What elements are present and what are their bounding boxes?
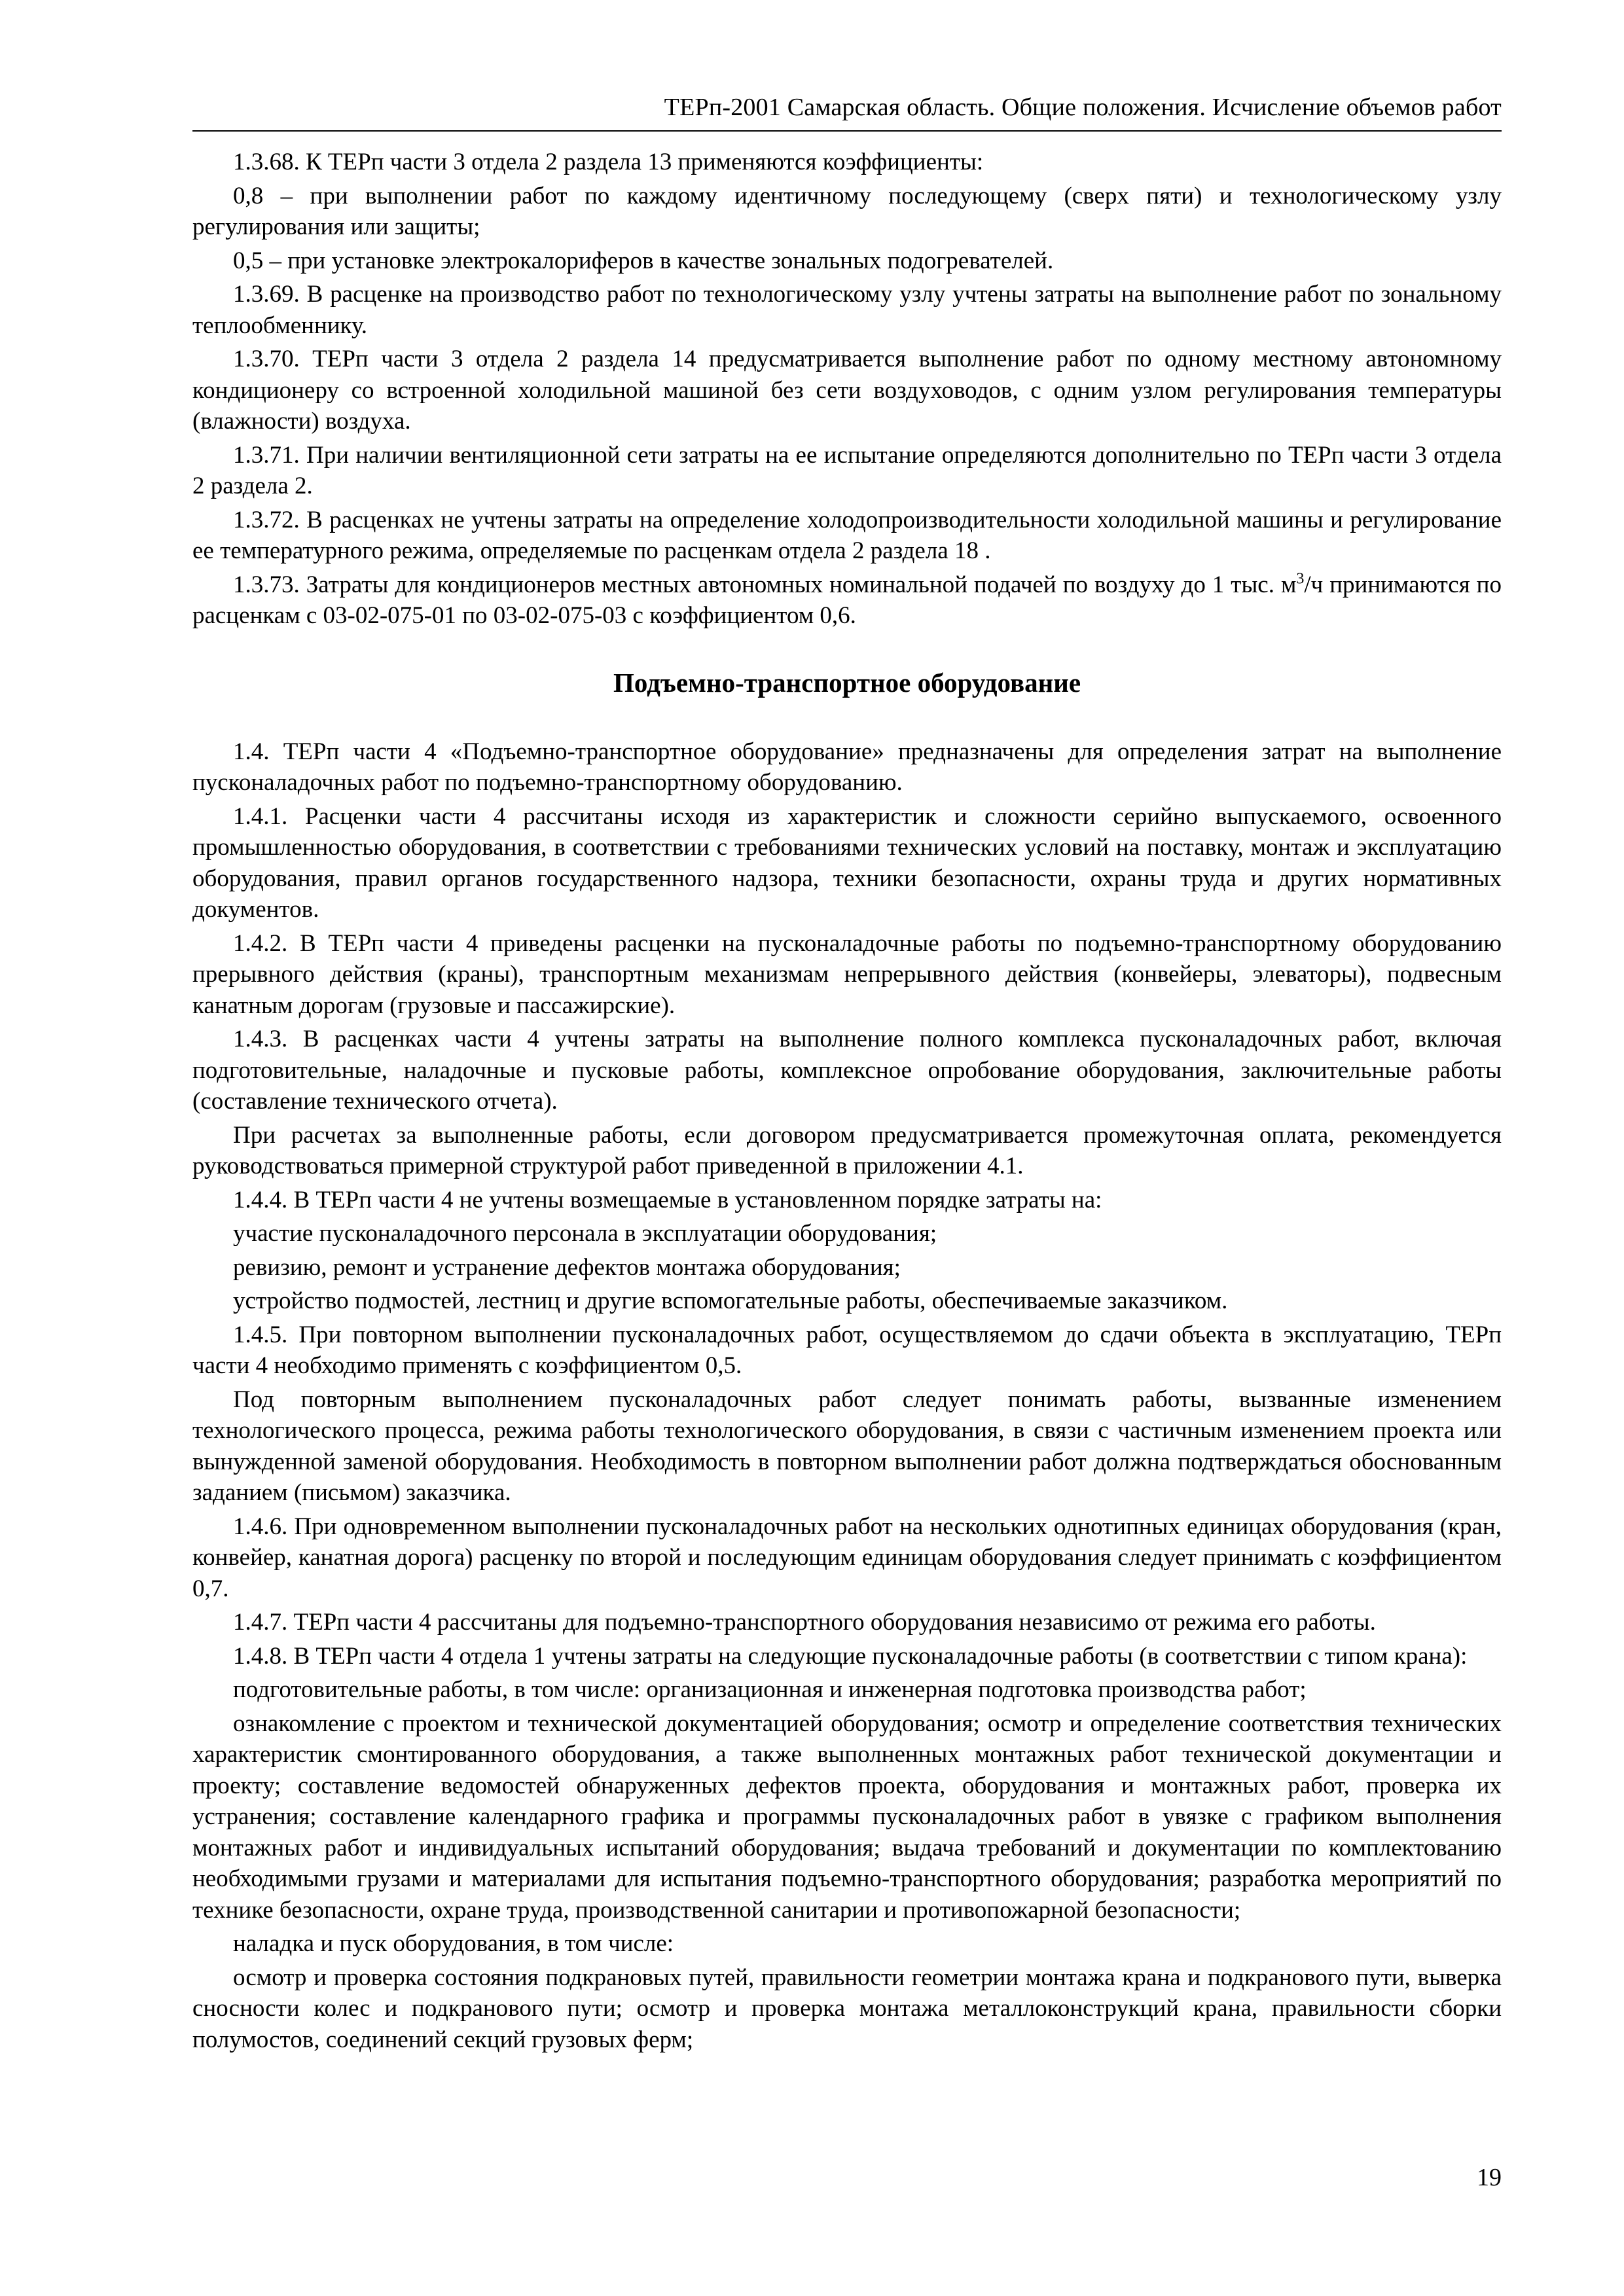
paragraph-coef-0-8: 0,8 – при выполнении работ по каждому идентичному последующему (сверх пяти) и технологическому узлу регулирования или защиты; bbox=[192, 182, 1502, 240]
list-item-commissioning: наладка и пуск оборудования, в том числе: bbox=[233, 1930, 674, 1957]
paragraph-1-3-73-text-b: /ч принимаются по расценкам с 03-02-075-01 по 03-02-075-03 с коэффициентом 0,6. bbox=[192, 571, 1502, 629]
paragraph-1-3-70: 1.3.70. ТЕРп части 3 отдела 2 раздела 14 предусматривается выполнение работ по одному местному автономному кондиционеру со встроенной холодильной машиной без сети воздуховодов, с одним узлом регулирования температуры (влажности) воздуха. bbox=[192, 346, 1502, 435]
paragraph-1-4-5: 1.4.5. При повторном выполнении пусконаладочных работ, осуществляемом до сдачи объекта в эксплуатацию, ТЕРп части 4 необходимо применять с коэффициентом 0,5. bbox=[192, 1321, 1502, 1379]
paragraph-1-3-69: 1.3.69. В расценке на производство работ по технологическому узлу учтены затраты на выполнение работ по зональному теплообменнику. bbox=[192, 281, 1502, 339]
running-header: ТЕРп-2001 Самарская область. Общие положения. Исчисление объемов работ bbox=[664, 94, 1502, 121]
cubic-superscript: 3 bbox=[1296, 570, 1305, 588]
document-body bbox=[192, 147, 1502, 2058]
list-item-revision: ревизию, ремонт и устранение дефектов монтажа оборудования; bbox=[233, 1253, 901, 1281]
paragraph-1-3-71: 1.3.71. При наличии вентиляционной сети затраты на ее испытание определяются дополнительно по ТЕРп части 3 отдела 2 раздела 2. bbox=[192, 441, 1502, 499]
paragraph-1-3-72: 1.3.72. В расценках не учтены затраты на определение холодопроизводительности холодильной машины и регулирование ее температурного режима, определяемые по расценкам отдела 2 раздела 18 . bbox=[192, 506, 1502, 564]
paragraph-repeated-work: Под повторным выполнением пусконаладочных работ следует понимать работы, вызванные изменением технологического процесса, режима работы технологического оборудования, в связи с частичным изменением проекта или вынужденной заменой оборудования. Необходимость в повторном выполнении работ должна подтверждаться обоснованным заданием (письмом) заказчика. bbox=[192, 1386, 1502, 1506]
list-item-preparatory: подготовительные работы, в том числе: организационная и инженерная подготовка производства работ; bbox=[233, 1676, 1307, 1703]
paragraph-1-4-8: 1.4.8. В ТЕРп части 4 отдела 1 учтены затраты на следующие пусконаладочные работы (в соответствии с типом крана): bbox=[233, 1642, 1468, 1670]
list-item-inspection: осмотр и проверка состояния подкрановых путей, правильности геометрии монтажа крана и подкранового пути, выверка сносности колес и подкранового пути; осмотр и проверка монтажа металлоконструкций крана, правильности сборки полумостов, соединений секций грузовых ферм; bbox=[192, 1964, 1502, 2053]
paragraph-coef-0-5: 0,5 – при установке электрокалориферов в качестве зональных подогревателей. bbox=[233, 247, 1054, 274]
paragraph-1-4-7: 1.4.7. ТЕРп части 4 рассчитаны для подъемно-транспортного оборудования независимо от режима его работы. bbox=[233, 1609, 1376, 1636]
paragraph-1-3-73 bbox=[192, 569, 1502, 632]
paragraph-1-3-73-text-a: 1.3.73. Затраты для кондиционеров местных автономных номинальной подачей по воздуху до 1 тыс. м bbox=[233, 571, 1297, 598]
paragraph-1-4: 1.4. ТЕРп части 4 «Подъемно-транспортное оборудование» предназначены для определения затрат на выполнение пусконаладочных работ по подъемно-транспортному оборудованию. bbox=[192, 738, 1502, 796]
paragraph-1-4-1: 1.4.1. Расценки части 4 рассчитаны исходя из характеристик и сложности серийно выпускаемого, освоенного промышленностью оборудования, в соответствии с требованиями технических условий на поставку, монтаж и эксплуатацию оборудования, правил органов государственного надзора, техники безопасности, охраны труда и других нормативных документов. bbox=[192, 802, 1502, 923]
section-title: Подъемно-транспортное оборудование bbox=[613, 667, 1081, 698]
header-divider bbox=[192, 130, 1502, 132]
paragraph-1-4-6: 1.4.6. При одновременном выполнении пусконаладочных работ на нескольких однотипных единицах оборудования (кран, конвейер, канатная дорога) расценку по второй и последующим единицам оборудования следует принимать с коэффициентом 0,7. bbox=[192, 1513, 1502, 1602]
list-item-familiarization: ознакомление с проектом и технической документацией оборудования; осмотр и определение соответствия технических характеристик смонтированного оборудования, а также выполненных монтажных работ технической документации и проекту; составление ведомостей обнаруженных дефектов проекта, оборудования и монтажных работ, проверка их устранения; составление календарного графика и программы пусконаладочных работ в увязке с графиком выполнения монтажных работ и индивидуальных испытаний оборудования; выдача требований и документации по комплектованию необходимыми грузами и материалами для испытания подъемно-транспортного оборудования; разработка мероприятий по технике безопасности, охране труда, производственной санитарии и противопожарной безопасности; bbox=[192, 1710, 1502, 1924]
paragraph-1-4-4: 1.4.4. В ТЕРп части 4 не учтены возмещаемые в установленном порядке затраты на: bbox=[233, 1186, 1102, 1213]
list-item-scaffolding: устройство подмостей, лестниц и другие вспомогательные работы, обеспечиваемые заказчиком. bbox=[233, 1287, 1228, 1314]
list-item-participation: участие пусконаладочного персонала в эксплуатации оборудования; bbox=[233, 1220, 937, 1247]
paragraph-1-3-68: 1.3.68. К ТЕРп части 3 отдела 2 раздела 13 применяются коэффициенты: bbox=[233, 149, 984, 175]
paragraph-1-4-3: 1.4.3. В расценках части 4 учтены затраты на выполнение полного комплекса пусконаладочных работ, включая подготовительные, наладочные и пусковые работы, комплексное опробование оборудования, заключительные работы (составление технического отчета). bbox=[192, 1026, 1502, 1115]
paragraph-payment: При расчетах за выполненные работы, если договором предусматривается промежуточная оплата, рекомендуется руководствоваться примерной структурой работ приведенной в приложении 4.1. bbox=[192, 1121, 1502, 1179]
page-number: 19 bbox=[1477, 2164, 1502, 2191]
paragraph-1-4-2: 1.4.2. В ТЕРп части 4 приведены расценки на пусконаладочные работы по подъемно-транспортному оборудованию прерывного действия (краны), транспортным механизмам непрерывного действия (конвейеры, элеваторы), подвесным канатным дорогам (грузовые и пассажирские). bbox=[192, 929, 1502, 1019]
